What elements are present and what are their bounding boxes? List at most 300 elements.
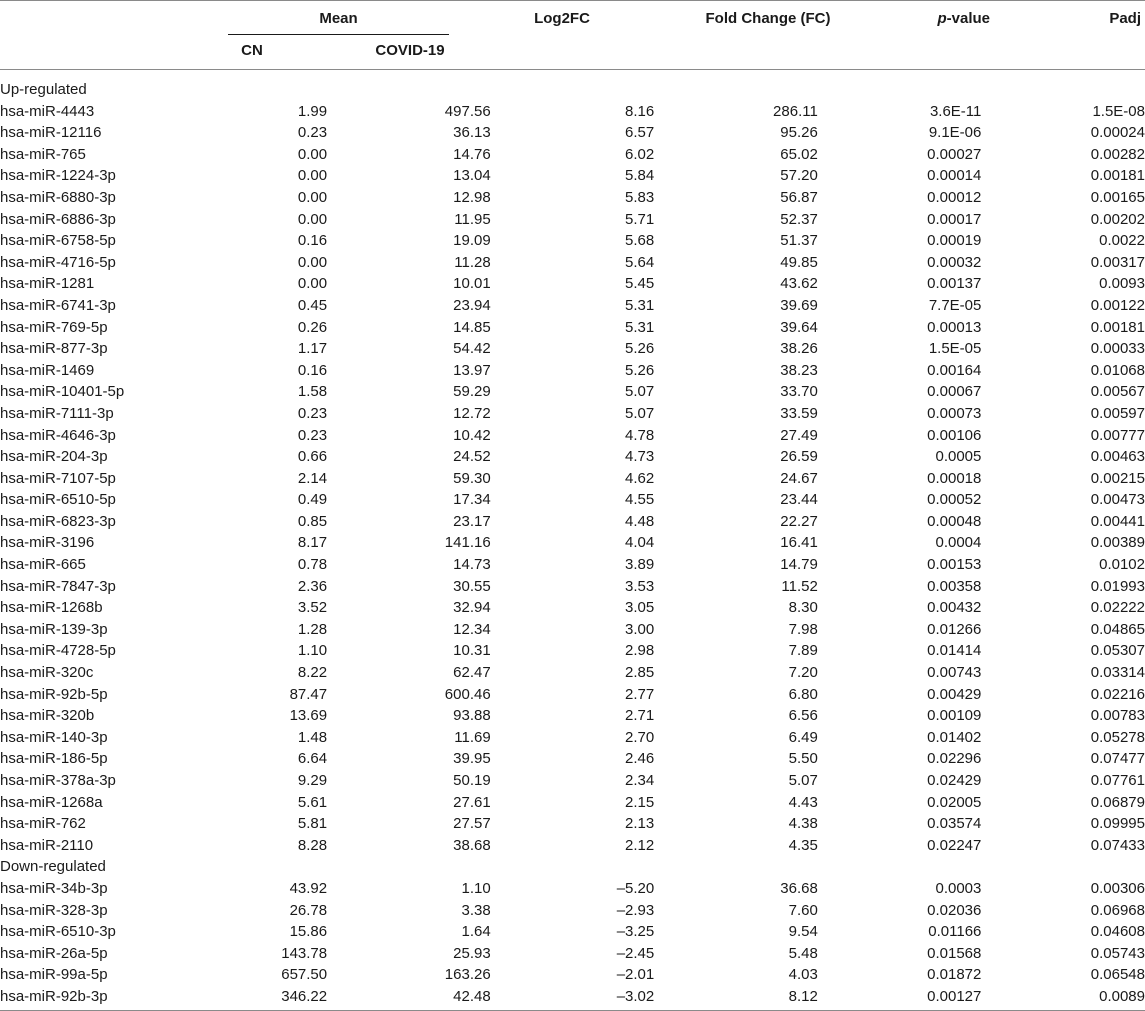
cell-fc: 5.50 [788, 750, 818, 768]
table-row [0, 684, 1145, 706]
cell-fc: 7.98 [788, 620, 818, 638]
cell-p: 0.0004 [935, 534, 982, 552]
cell-cn: 0.45 [297, 296, 328, 314]
cell-covid: 23.17 [453, 512, 491, 530]
cell-fc: 51.37 [780, 232, 818, 250]
cell-padj: 0.00215 [1090, 469, 1145, 487]
cell-log2fc: 5.07 [625, 404, 655, 422]
cell-fc: 38.23 [780, 361, 818, 379]
table-top-rule [0, 0, 1145, 1]
cell-padj: 0.0089 [1099, 987, 1145, 1005]
cell-covid: 10.31 [453, 642, 491, 660]
cell-fc: 57.20 [780, 167, 818, 185]
table-row [0, 770, 1145, 792]
cell-cn: 0.00 [297, 210, 328, 228]
cell-cn: 1.17 [297, 340, 328, 358]
cell-log2fc: 5.26 [625, 340, 655, 358]
cell-padj: 0.00567 [1090, 383, 1145, 401]
cell-padj: 0.04608 [1090, 923, 1145, 941]
cell-fc: 14.79 [780, 556, 818, 574]
header-p-rest: -value [946, 10, 990, 27]
cell-cn: 0.23 [297, 124, 328, 142]
table-row [0, 835, 1145, 857]
section-header-row [0, 856, 1145, 878]
cell-log2fc: –2.01 [616, 966, 655, 984]
cell-name: hsa-miR-665 [0, 556, 86, 574]
cell-padj: 0.00306 [1090, 879, 1145, 897]
section-title: Down-regulated [0, 858, 106, 876]
cell-cn: 1.48 [297, 728, 328, 746]
cell-fc: 56.87 [780, 188, 818, 206]
cell-covid: 39.95 [453, 750, 491, 768]
cell-log2fc: 3.05 [625, 599, 655, 617]
cell-fc: 27.49 [780, 426, 818, 444]
cell-padj: 0.06879 [1090, 793, 1145, 811]
section-title: Up-regulated [0, 81, 87, 98]
table-row [0, 381, 1145, 403]
cell-covid: 14.73 [453, 556, 491, 574]
cell-covid: 141.16 [444, 534, 491, 552]
cell-covid: 32.94 [453, 599, 491, 617]
cell-p: 0.00013 [927, 318, 982, 336]
cell-p: 0.00017 [927, 210, 982, 228]
table-row [0, 122, 1145, 144]
table-row [0, 878, 1145, 900]
cell-cn: 0.00 [297, 145, 328, 163]
cell-covid: 13.04 [453, 167, 491, 185]
cell-fc: 6.80 [788, 685, 818, 703]
cell-fc: 33.59 [780, 404, 818, 422]
cell-fc: 4.35 [788, 836, 818, 854]
cell-padj: 0.00463 [1090, 448, 1145, 466]
cell-covid: 93.88 [453, 707, 491, 725]
cell-padj: 0.00389 [1090, 534, 1145, 552]
cell-name: hsa-miR-6758-5p [0, 232, 116, 250]
cell-log2fc: 2.15 [625, 793, 655, 811]
cell-covid: 62.47 [453, 664, 491, 682]
cell-name: hsa-miR-6880-3p [0, 188, 116, 206]
cell-name: hsa-miR-7111-3p [0, 404, 114, 422]
cell-name: hsa-miR-1469 [0, 361, 95, 379]
cell-name: hsa-miR-186-5p [0, 750, 108, 768]
cell-log2fc: 5.45 [625, 275, 655, 293]
cell-p: 0.00032 [927, 253, 982, 271]
cell-name: hsa-miR-7847-3p [0, 577, 116, 595]
cell-covid: 1.10 [461, 879, 491, 897]
cell-cn: 346.22 [281, 987, 328, 1005]
cell-name: hsa-miR-34b-3p [0, 879, 108, 897]
cell-padj: 0.06548 [1090, 966, 1145, 984]
cell-cn: 43.92 [289, 879, 328, 897]
cell-covid: 25.93 [453, 944, 491, 962]
cell-cn: 0.00 [297, 167, 328, 185]
cell-fc: 52.37 [780, 210, 818, 228]
cell-cn: 657.50 [281, 966, 328, 984]
cell-p: 0.02036 [927, 901, 982, 919]
cell-fc: 23.44 [780, 491, 818, 509]
cell-p: 0.00109 [927, 707, 982, 725]
cell-cn: 3.52 [297, 599, 328, 617]
table-row [0, 165, 1145, 187]
cell-fc: 4.43 [788, 793, 818, 811]
cell-p: 0.00153 [927, 556, 982, 574]
cell-padj: 0.0022 [1099, 232, 1145, 250]
cell-cn: 0.16 [297, 232, 328, 250]
table-row [0, 403, 1145, 425]
section-header-row [0, 79, 1145, 101]
cell-covid: 30.55 [453, 577, 491, 595]
cell-log2fc: –5.20 [616, 879, 655, 897]
header-p-value [900, 10, 990, 28]
cell-log2fc: 2.46 [625, 750, 655, 768]
cell-fc: 39.64 [780, 318, 818, 336]
table-row [0, 964, 1145, 986]
cell-name: hsa-miR-139-3p [0, 620, 108, 638]
cell-p: 0.0003 [935, 879, 982, 897]
cell-padj: 0.04865 [1090, 620, 1145, 638]
cell-fc: 11.52 [781, 577, 818, 595]
cell-log2fc: 3.53 [625, 577, 655, 595]
header-padj: Padj [1109, 10, 1141, 27]
header-bottom-rule [0, 69, 1145, 70]
cell-log2fc: 5.31 [625, 318, 655, 336]
cell-name: hsa-miR-4716-5p [0, 253, 116, 271]
header-cn: CN [241, 42, 263, 59]
cell-cn: 0.00 [297, 253, 328, 271]
cell-cn: 26.78 [289, 901, 328, 919]
cell-log2fc: –2.45 [616, 944, 655, 962]
cell-padj: 0.00181 [1090, 318, 1145, 336]
table-row [0, 144, 1145, 166]
cell-name: hsa-miR-877-3p [0, 340, 108, 358]
cell-fc: 5.07 [788, 772, 818, 789]
cell-padj: 0.07477 [1090, 750, 1145, 768]
table-row [0, 338, 1145, 360]
cell-padj: 0.01068 [1090, 361, 1145, 379]
cell-p: 0.00048 [927, 512, 982, 530]
cell-cn: 0.26 [297, 318, 328, 336]
cell-cn: 2.14 [297, 469, 328, 487]
cell-log2fc: 5.68 [625, 232, 655, 250]
table-row [0, 727, 1145, 749]
table-row [0, 813, 1145, 835]
cell-padj: 0.00202 [1090, 210, 1145, 228]
cell-fc: 39.69 [780, 296, 818, 314]
cell-covid: 13.97 [453, 361, 491, 379]
cell-cn: 1.58 [297, 383, 328, 401]
cell-p: 0.00106 [927, 426, 982, 444]
cell-p: 0.00019 [927, 232, 982, 250]
cell-padj: 0.00783 [1090, 707, 1145, 725]
cell-covid: 14.76 [453, 145, 491, 163]
table-row [0, 597, 1145, 619]
table-row [0, 900, 1145, 922]
cell-covid: 19.09 [453, 232, 491, 250]
cell-log2fc: 5.64 [625, 253, 655, 271]
cell-log2fc: 6.57 [625, 124, 655, 142]
cell-p: 0.00432 [927, 599, 982, 617]
mirna-table [0, 79, 1145, 1008]
cell-name: hsa-miR-26a-5p [0, 944, 108, 962]
cell-name: hsa-miR-1281 [0, 275, 95, 293]
cell-fc: 7.89 [788, 642, 818, 660]
cell-p: 0.00067 [927, 383, 982, 401]
cell-fc: 8.12 [788, 987, 818, 1005]
cell-log2fc: –3.02 [616, 987, 655, 1005]
cell-log2fc: 4.04 [625, 534, 655, 552]
cell-log2fc: 4.62 [625, 469, 655, 487]
cell-covid: 10.42 [453, 426, 491, 444]
cell-log2fc: 2.85 [625, 664, 655, 682]
cell-padj: 0.0093 [1099, 275, 1145, 293]
cell-padj: 0.00033 [1090, 340, 1145, 358]
cell-name: hsa-miR-762 [0, 815, 86, 833]
cell-p: 0.01166 [928, 923, 982, 941]
table-row [0, 748, 1145, 770]
cell-padj: 0.06968 [1090, 901, 1145, 919]
cell-log2fc: 8.16 [625, 102, 655, 120]
cell-cn: 0.16 [297, 361, 328, 379]
cell-name: hsa-miR-320c [0, 664, 94, 682]
cell-padj: 0.0102 [1099, 556, 1145, 574]
cell-padj: 0.00441 [1090, 512, 1145, 530]
cell-padj: 0.00597 [1090, 404, 1145, 422]
cell-covid: 38.68 [453, 836, 491, 854]
cell-padj: 0.05278 [1090, 728, 1145, 746]
cell-cn: 1.99 [297, 102, 328, 120]
cell-cn: 0.85 [297, 512, 328, 530]
table-row [0, 446, 1145, 468]
cell-covid: 497.56 [444, 102, 491, 120]
cell-log2fc: 4.78 [625, 426, 655, 444]
cell-log2fc: 4.55 [625, 491, 655, 509]
cell-cn: 8.17 [297, 534, 328, 552]
cell-log2fc: 5.84 [625, 167, 655, 185]
cell-p: 0.00018 [927, 469, 982, 487]
table-row [0, 705, 1145, 727]
cell-name: hsa-miR-4728-5p [0, 642, 116, 660]
cell-log2fc: 4.48 [625, 512, 655, 530]
cell-log2fc: 3.00 [625, 620, 655, 638]
cell-name: hsa-miR-6510-3p [0, 923, 116, 941]
cell-cn: 0.23 [297, 404, 328, 422]
table-row [0, 792, 1145, 814]
cell-fc: 22.27 [780, 512, 818, 530]
cell-padj: 0.02216 [1090, 685, 1145, 703]
cell-fc: 36.68 [780, 879, 818, 897]
cell-p: 0.01872 [927, 966, 982, 984]
cell-covid: 59.29 [453, 383, 491, 401]
cell-fc: 8.30 [788, 599, 818, 617]
cell-padj: 0.00024 [1090, 124, 1145, 142]
table-row [0, 425, 1145, 447]
cell-padj: 0.07433 [1090, 836, 1145, 854]
cell-p: 0.00743 [927, 664, 982, 682]
cell-fc: 9.54 [788, 923, 818, 941]
cell-fc: 4.38 [788, 815, 818, 833]
cell-cn: 1.10 [297, 642, 328, 660]
cell-p: 0.00127 [927, 987, 982, 1005]
cell-cn: 0.66 [297, 448, 328, 466]
cell-fc: 24.67 [780, 469, 818, 487]
cell-log2fc: 5.07 [625, 383, 655, 401]
cell-fc: 4.03 [788, 966, 818, 984]
header-mean: Mean [319, 10, 358, 27]
cell-p: 0.01266 [927, 620, 982, 638]
cell-padj: 0.00165 [1090, 188, 1145, 206]
cell-p: 0.01568 [927, 944, 982, 962]
table-row [0, 101, 1145, 123]
table-row [0, 943, 1145, 965]
cell-log2fc: 2.77 [625, 685, 655, 703]
cell-name: hsa-miR-378a-3p [0, 772, 116, 789]
cell-covid: 14.85 [453, 318, 491, 336]
cell-name: hsa-miR-1268a [0, 793, 103, 811]
cell-padj: 0.07761 [1090, 772, 1145, 789]
table-row [0, 511, 1145, 533]
cell-p: 0.00014 [927, 167, 982, 185]
cell-log2fc: 2.13 [625, 815, 655, 833]
cell-name: hsa-miR-6510-5p [0, 491, 116, 509]
cell-cn: 0.00 [297, 188, 328, 206]
mean-underline [228, 34, 449, 35]
cell-name: hsa-miR-4646-3p [0, 426, 116, 444]
cell-padj: 0.00181 [1090, 167, 1145, 185]
cell-p: 0.03574 [927, 815, 982, 833]
cell-cn: 8.28 [297, 836, 328, 854]
cell-cn: 1.28 [297, 620, 328, 638]
cell-log2fc: 2.34 [625, 772, 655, 789]
cell-name: hsa-miR-6741-3p [0, 296, 116, 314]
cell-name: hsa-miR-140-3p [0, 728, 108, 746]
cell-cn: 0.49 [297, 491, 328, 509]
cell-cn: 2.36 [297, 577, 328, 595]
header-log2fc: Log2FC [534, 10, 590, 27]
table-row [0, 921, 1145, 943]
cell-log2fc: 5.26 [625, 361, 655, 379]
table-row [0, 532, 1145, 554]
table-row [0, 317, 1145, 339]
cell-fc: 26.59 [780, 448, 818, 466]
cell-fc: 6.49 [788, 728, 818, 746]
cell-p: 0.01414 [927, 642, 982, 660]
header-fold-change: Fold Change (FC) [705, 10, 831, 27]
cell-covid: 12.72 [453, 404, 491, 422]
cell-cn: 5.81 [297, 815, 328, 833]
cell-name: hsa-miR-3196 [0, 534, 95, 552]
cell-cn: 0.78 [297, 556, 328, 574]
table-row [0, 554, 1145, 576]
cell-fc: 43.62 [780, 275, 818, 293]
cell-name: hsa-miR-7107-5p [0, 469, 116, 487]
cell-cn: 9.29 [297, 772, 328, 789]
cell-covid: 12.98 [453, 188, 491, 206]
cell-cn: 143.78 [281, 944, 328, 962]
cell-log2fc: 5.71 [625, 210, 655, 228]
table-row [0, 273, 1145, 295]
cell-log2fc: 2.98 [625, 642, 655, 660]
table-row [0, 662, 1145, 684]
cell-p: 0.00027 [927, 145, 982, 163]
cell-padj: 1.5E-08 [1092, 102, 1145, 120]
cell-log2fc: 2.70 [625, 728, 655, 746]
cell-fc: 286.11 [773, 102, 818, 120]
cell-padj: 0.03314 [1090, 664, 1145, 682]
cell-covid: 24.52 [453, 448, 491, 466]
cell-name: hsa-miR-1268b [0, 599, 103, 617]
cell-cn: 0.00 [297, 275, 328, 293]
cell-p: 0.00073 [927, 404, 982, 422]
cell-p: 0.00137 [927, 275, 982, 293]
cell-padj: 0.00282 [1090, 145, 1145, 163]
cell-log2fc: 4.73 [625, 448, 655, 466]
cell-covid: 10.01 [453, 275, 491, 293]
cell-p: 0.00164 [927, 361, 982, 379]
cell-fc: 38.26 [780, 340, 818, 358]
cell-log2fc: –3.25 [616, 923, 655, 941]
cell-p: 7.7E-05 [928, 296, 982, 314]
table-body [0, 79, 1145, 1008]
table-row [0, 576, 1145, 598]
cell-covid: 11.95 [454, 210, 491, 228]
cell-covid: 600.46 [444, 685, 491, 703]
cell-padj: 0.02222 [1090, 599, 1145, 617]
table-row [0, 187, 1145, 209]
cell-fc: 7.20 [788, 664, 818, 682]
cell-padj: 0.01993 [1090, 577, 1145, 595]
cell-fc: 65.02 [780, 145, 818, 163]
cell-fc: 7.60 [788, 901, 818, 919]
cell-name: hsa-miR-4443 [0, 102, 95, 120]
cell-covid: 59.30 [453, 469, 491, 487]
table-row [0, 230, 1145, 252]
cell-padj: 0.00473 [1090, 491, 1145, 509]
cell-name: hsa-miR-10401-5p [0, 383, 125, 401]
cell-p: 0.02247 [927, 836, 982, 854]
cell-covid: 36.13 [453, 124, 491, 142]
table-row [0, 209, 1145, 231]
cell-covid: 11.28 [454, 253, 491, 271]
table-row [0, 360, 1145, 382]
cell-cn: 8.22 [297, 664, 328, 682]
cell-log2fc: –2.93 [616, 901, 655, 919]
cell-p: 0.0005 [935, 448, 982, 466]
cell-name: hsa-miR-204-3p [0, 448, 108, 466]
cell-p: 0.02296 [927, 750, 982, 768]
cell-name: hsa-miR-12116 [0, 124, 102, 142]
cell-covid: 17.34 [453, 491, 491, 509]
cell-p: 0.00429 [927, 685, 982, 703]
cell-cn: 13.69 [289, 707, 328, 725]
cell-name: hsa-miR-320b [0, 707, 95, 725]
cell-padj: 0.00122 [1090, 296, 1145, 314]
cell-fc: 16.41 [780, 534, 818, 552]
cell-p: 0.00358 [927, 577, 982, 595]
cell-log2fc: 5.31 [625, 296, 655, 314]
cell-name: hsa-miR-328-3p [0, 901, 108, 919]
cell-cn: 0.23 [297, 426, 328, 444]
table-row [0, 619, 1145, 641]
cell-covid: 3.38 [461, 901, 491, 919]
cell-fc: 49.85 [780, 253, 818, 271]
cell-p: 1.5E-05 [928, 340, 982, 358]
cell-covid: 23.94 [453, 296, 491, 314]
cell-name: hsa-miR-6886-3p [0, 210, 116, 228]
cell-p: 9.1E-06 [928, 124, 982, 142]
cell-p: 3.6E-11 [929, 102, 982, 120]
cell-log2fc: 6.02 [625, 145, 655, 163]
cell-fc: 6.56 [788, 707, 818, 725]
